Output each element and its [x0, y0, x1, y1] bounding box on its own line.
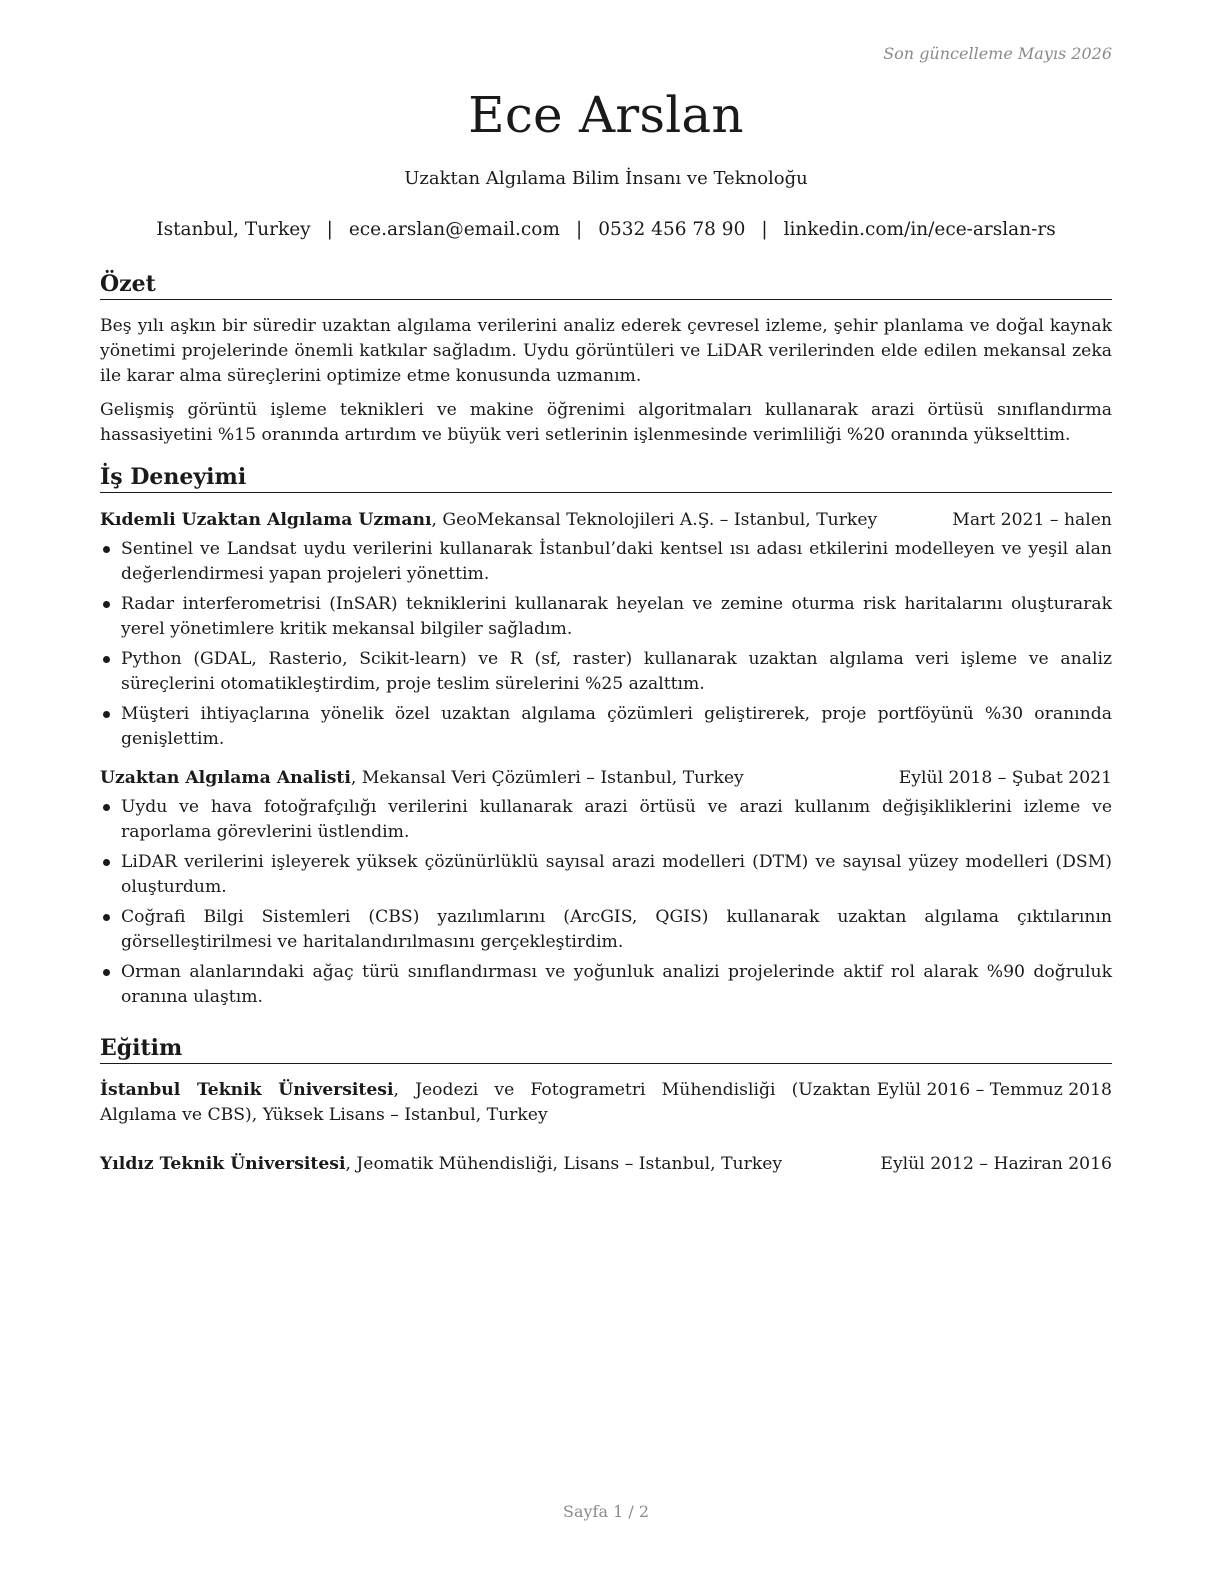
list-item: [100, 592, 1112, 642]
job-dates: Eylül 2018 – Şubat 2021: [898, 768, 1112, 788]
bullet-icon: [103, 804, 110, 811]
bullet-icon: [103, 711, 110, 718]
contact-separator: |: [326, 219, 333, 240]
section-title-experience: İş Deneyimi: [100, 463, 1112, 493]
job-header: [100, 766, 1112, 791]
bullet-icon: [103, 601, 110, 608]
education-details: , Jeodezi ve Fotogrametri Mühendisliği (Uzaktan Algılama ve CBS), Yüksek Lisans – Istanbul, Turkey: [100, 1080, 871, 1125]
bullet-text: Python (GDAL, Rasterio, Scikit-learn) ve R (sf, raster) kullanarak uzaktan algılama veri işleme ve analiz süreçlerini otomatikleştirdim, proje teslim sürelerini %25 azalttım.: [121, 649, 1112, 694]
contact-location: Istanbul, Turkey: [156, 219, 311, 240]
bullet-icon: [103, 859, 110, 866]
job-dates: Mart 2021 – halen: [952, 510, 1112, 530]
job-role: Uzaktan Algılama Analisti: [100, 768, 351, 788]
list-item: [100, 905, 1112, 955]
education-school: Yıldız Teknik Üniversitesi: [100, 1154, 346, 1174]
education-school: İstanbul Teknik Üniversitesi: [100, 1080, 394, 1100]
list-item: [100, 537, 1112, 587]
job-header: [100, 508, 1112, 533]
job-bullets: [100, 537, 1112, 752]
education-details: , Jeomatik Mühendisliği, Lisans – Istanbul, Turkey: [345, 1154, 783, 1174]
education-entry: [100, 1152, 1112, 1177]
job-role: Kıdemli Uzaktan Algılama Uzmanı: [100, 510, 432, 530]
bullet-text: LiDAR verilerini işleyerek yüksek çözünürlüklü sayısal arazi modelleri (DTM) ve sayısal yüzey modelleri (DSM) oluşturdum.: [121, 852, 1112, 897]
candidate-name: Ece Arslan: [468, 86, 744, 144]
section-title-summary: Özet: [100, 270, 1112, 300]
bullet-icon: [103, 656, 110, 663]
job-entry: [100, 508, 1112, 752]
education-dates: Eylül 2016 – Temmuz 2018: [876, 1080, 1112, 1100]
bullet-icon: [103, 914, 110, 921]
contact-linkedin[interactable]: linkedin.com/in/ece-arslan-rs: [783, 219, 1056, 240]
list-item: [100, 850, 1112, 900]
summary-paragraph: Beş yılı aşkın bir süredir uzaktan algılama verilerini analiz ederek çevresel izleme, şehir planlama ve doğal kaynak yönetimi projelerinde önemli katkılar sağladım. Uydu görüntüleri ve LiDAR verilerinden elde edilen mekansal zeka ile karar alma süreçlerini optimize etme konusunda uzmanım.: [100, 316, 1112, 386]
summary-paragraph: Gelişmiş görüntü işleme teknikleri ve makine öğrenimi algoritmaları kullanarak arazi örtüsü sınıflandırma hassasiyetini %15 oranında artırdım ve büyük veri setlerinin işlenmesinde verimliliği %20 oranında yükselttim.: [100, 400, 1112, 445]
job-company: , Mekansal Veri Çözümleri – Istanbul, Turkey: [350, 768, 744, 788]
bullet-text: Radar interferometrisi (InSAR) tekniklerini kullanarak heyelan ve zemine oturma risk haritalarını oluşturarak yerel yönetimlere kritik mekansal bilgiler sağladım.: [121, 594, 1112, 639]
page-number: Sayfa 1 / 2: [562, 1502, 649, 1521]
contact-separator: |: [575, 219, 583, 240]
bullet-icon: [103, 969, 110, 976]
bullet-icon: [103, 546, 110, 553]
education-details-line: [100, 1078, 871, 1128]
section-title-education: Eğitim: [100, 1034, 1112, 1064]
list-item: [100, 795, 1112, 845]
bullet-text: Orman alanlarındaki ağaç türü sınıflandırması ve yoğunluk analizi projelerinde aktif rol alarak %90 doğruluk oranına ulaştım.: [121, 962, 1112, 1007]
contact-line: [100, 219, 1112, 240]
job-entry: [100, 766, 1112, 1010]
contact-phone: 0532 456 78 90: [598, 219, 746, 240]
bullet-text: Coğrafi Bilgi Sistemleri (CBS) yazılımlarını (ArcGIS, QGIS) kullanarak uzaktan algılama çıktılarının görselleştirilmesi ve haritalandırılmasını gerçekleştirdim.: [121, 907, 1112, 952]
bullet-text: Sentinel ve Landsat uydu verilerini kullanarak İstanbul’daki kentsel ısı adası etkilerini modelleyen ve yeşil alan değerlendirmesi yapan projeleri yönettim.: [121, 539, 1112, 584]
bullet-text: Uydu ve hava fotoğrafçılığı verilerini kullanarak arazi örtüsü ve arazi kullanım değişikliklerini izleme ve raporlama görevlerini üstlendim.: [121, 797, 1112, 842]
last-updated-note: Son güncelleme Mayıs 2026: [883, 44, 1112, 63]
summary-section: [100, 270, 1112, 448]
bullet-text: Müşteri ihtiyaçlarına yönelik özel uzaktan algılama çözümleri geliştirerek, proje portföyünü %30 oranında genişlettim.: [121, 704, 1112, 749]
contact-email[interactable]: ece.arslan@email.com: [348, 219, 560, 240]
list-item: [100, 647, 1112, 697]
job-bullets: [100, 795, 1112, 1010]
education-details-line: [100, 1152, 782, 1177]
education-dates: Eylül 2012 – Haziran 2016: [880, 1154, 1112, 1174]
list-item: [100, 702, 1112, 752]
job-company: , GeoMekansal Teknolojileri A.Ş. – Istanbul, Turkey: [431, 510, 878, 530]
education-entry: [100, 1078, 1112, 1128]
job-title-line: [100, 766, 744, 791]
list-item: [100, 960, 1112, 1010]
candidate-headline: Uzaktan Algılama Bilim İnsanı ve Teknoloğu: [404, 168, 808, 189]
education-section: [100, 1034, 1112, 1177]
resume-page: [100, 0, 1112, 1584]
contact-separator: |: [761, 219, 768, 240]
experience-section: [100, 463, 1112, 1015]
job-title-line: [100, 508, 877, 533]
